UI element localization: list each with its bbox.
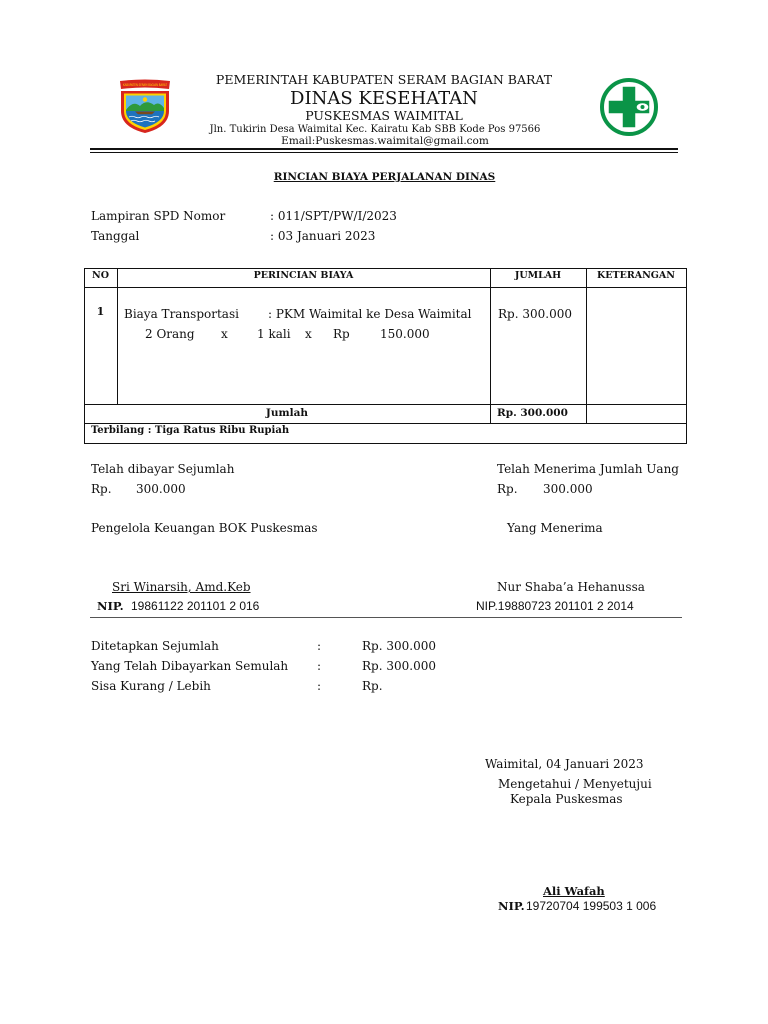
table-col-divider-notes	[586, 268, 587, 423]
row-route: : PKM Waimital ke Desa Waimital	[268, 307, 472, 321]
table-header-divider	[84, 287, 687, 288]
section-divider	[90, 617, 682, 618]
row-persons: 2 Orang	[145, 327, 195, 341]
facility-name: PUSKESMAS WAIMITAL	[305, 108, 463, 123]
summary-label: Sisa Kurang / Lebih	[91, 679, 211, 693]
manager-name: Sri Winarsih, Amd.Keb	[112, 580, 251, 594]
recipient-role: Yang Menerima	[507, 521, 603, 535]
document-title: RINCIAN BIAYA PERJALANAN DINAS	[273, 171, 496, 183]
paid-label: Telah dibayar Sejumlah	[91, 462, 235, 476]
approver-nip: 19720704 199503 1 006	[526, 899, 657, 913]
summary-separator: :	[317, 659, 322, 673]
row-number: 1	[96, 305, 105, 318]
paid-amount: 300.000	[136, 482, 186, 496]
spd-number-value: : 011/SPT/PW/I/2023	[270, 209, 397, 223]
table-header-details: PERINCIAN BIAYA	[253, 270, 354, 281]
table-header-notes: KETERANGAN	[597, 270, 675, 281]
manager-role: Pengelola Keuangan BOK Puskesmas	[91, 521, 318, 535]
total-label: Jumlah	[265, 407, 309, 419]
table-col-divider-amount	[490, 268, 491, 423]
paid-currency: Rp.	[91, 482, 112, 496]
received-currency: Rp.	[497, 482, 518, 496]
approval-label: Mengetahui / Menyetujui	[498, 777, 652, 791]
emblem-banner-text: KABUPATEN SERAM BAGIAN BARAT	[123, 83, 168, 88]
summary-label: Yang Telah Dibayarkan Semulah	[91, 659, 289, 673]
table-border-right	[686, 268, 687, 444]
total-amount: Rp. 300.000	[497, 407, 568, 419]
summary-label: Ditetapkan Sejumlah	[91, 639, 219, 653]
approver-name: Ali Wafah	[543, 884, 605, 898]
approver-position: Kepala Puskesmas	[510, 792, 623, 806]
summary-value: Rp. 300.000	[362, 659, 436, 673]
place-date: Waimital, 04 Januari 2023	[485, 757, 644, 771]
table-col-divider-no	[117, 268, 118, 404]
received-label: Telah Menerima Jumlah Uang	[497, 462, 679, 476]
date-label: Tanggal	[91, 229, 140, 243]
table-border-bottom	[84, 443, 687, 444]
row-times-sign: x	[221, 327, 228, 341]
email: Email:Puskesmas.waimital@gmail.com	[281, 135, 489, 147]
approver-nip-label: NIP.	[498, 899, 525, 913]
row-item: Biaya Transportasi	[124, 307, 239, 321]
manager-nip-label: NIP.	[97, 599, 124, 613]
department-name: DINAS KESEHATAN	[290, 88, 478, 109]
table-header-amount: JUMLAH	[514, 270, 562, 281]
recipient-nip: NIP.19880723 201101 2 2014	[476, 599, 634, 613]
row-times-sign: x	[305, 327, 312, 341]
address: Jln. Tukirin Desa Waimital Kec. Kairatu Kab SBB Kode Pos 97566	[209, 124, 541, 135]
table-total-divider	[84, 404, 687, 405]
summary-value: Rp.	[362, 679, 383, 693]
table-header-no: NO	[92, 270, 109, 281]
government-name: PEMERINTAH KABUPATEN SERAM BAGIAN BARAT	[215, 72, 553, 87]
amount-in-words: Terbilang : Tiga Ratus Ribu Rupiah	[91, 425, 290, 436]
summary-separator: :	[317, 679, 322, 693]
received-amount: 300.000	[543, 482, 593, 496]
header-rule-thin	[90, 152, 678, 153]
row-currency: Rp	[333, 327, 350, 341]
row-trips: 1 kali	[257, 327, 291, 341]
manager-nip: 19861122 201101 2 016	[131, 599, 260, 613]
row-unit-price: 150.000	[380, 327, 430, 341]
header-rule-thick	[90, 148, 678, 150]
date-value: : 03 Januari 2023	[270, 229, 376, 243]
summary-separator: :	[317, 639, 322, 653]
recipient-name: Nur Shaba’a Hehanussa	[497, 580, 645, 594]
summary-value: Rp. 300.000	[362, 639, 436, 653]
spd-number-label: Lampiran SPD Nomor	[91, 209, 226, 223]
row-amount: Rp. 300.000	[498, 307, 572, 321]
